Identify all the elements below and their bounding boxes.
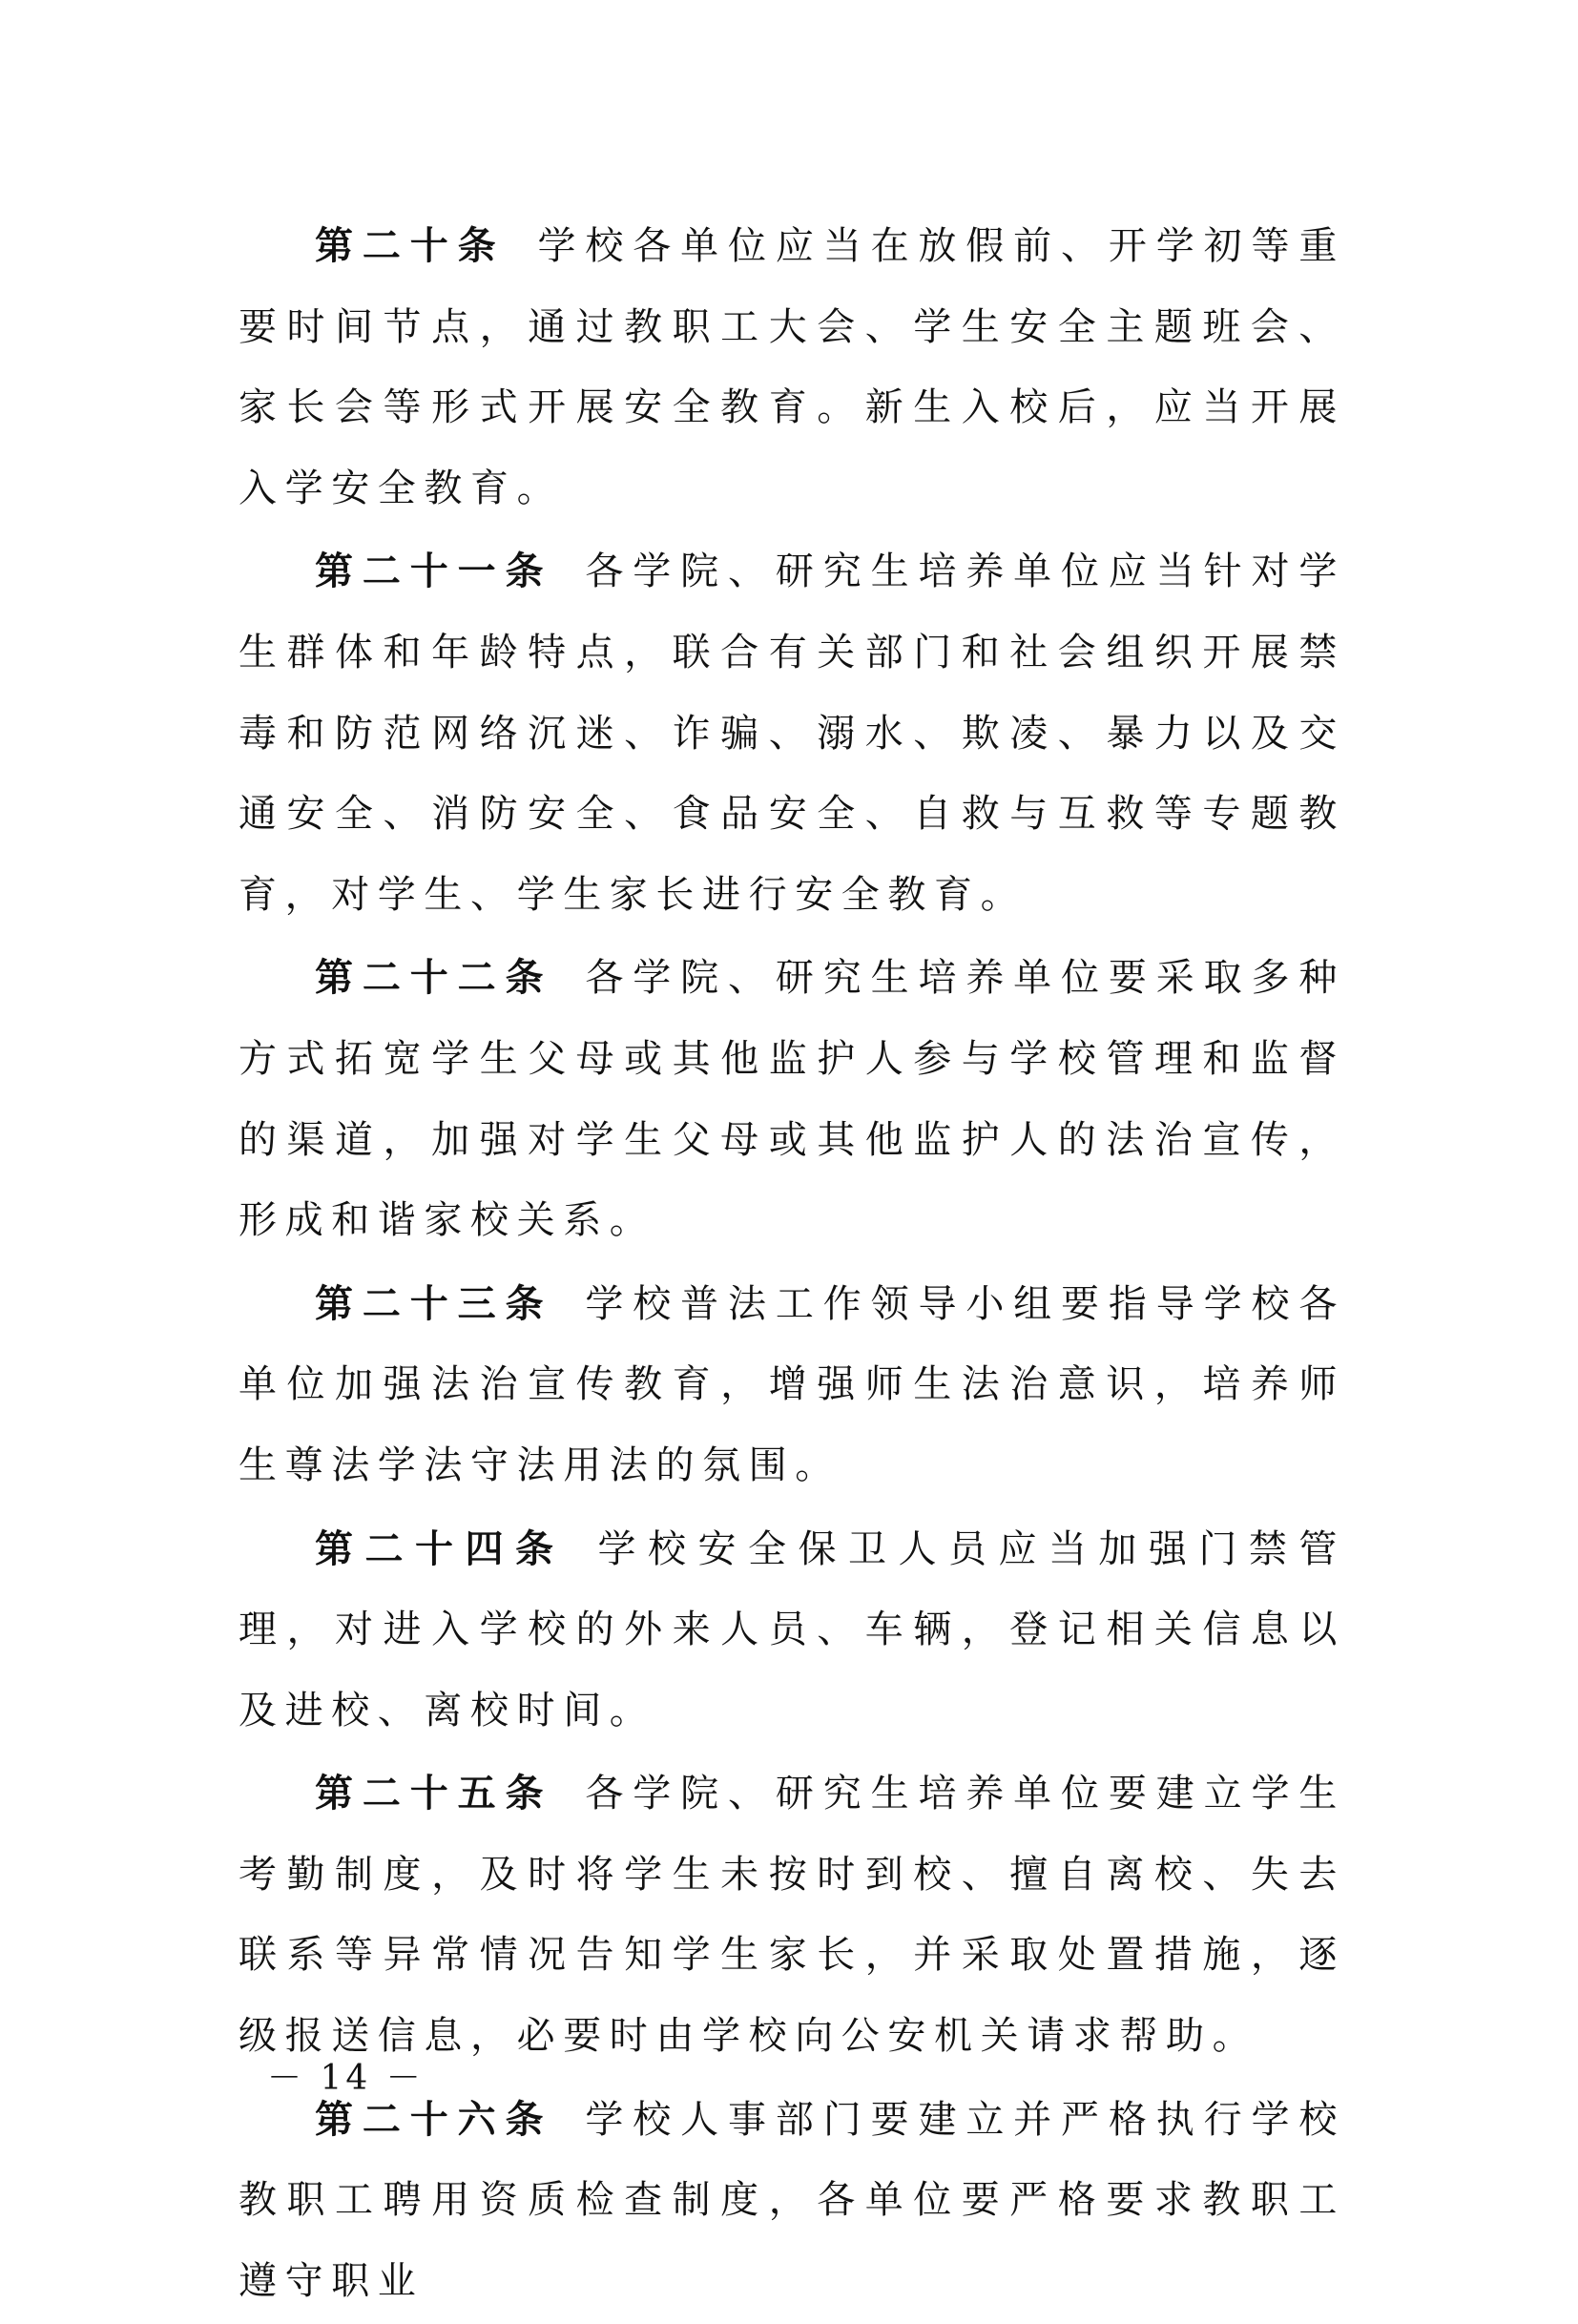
page-number: － 14 － — [267, 2059, 425, 2098]
article-text: 各学院、研究生培养单位应当针对学生群体和年龄特点，联合有关部门和社会组织开展禁毒和防范网络沉迷、诈骗、溺水、欺凌、暴力以及交通安全、消防安全、食品安全、自救与互救等专题教育，对学生、学生家长进行安全教育。 — [239, 550, 1346, 917]
article-23 — [239, 1264, 1345, 1506]
article-text: 各学院、研究生培养单位要建立学生考勤制度，及时将学生未按时到校、擅自离校、失去联系等异常情况告知学生家长，并采取处置措施，逐级报送信息，必要时由学校向公安机关请求帮助。 — [239, 1772, 1346, 2059]
article-text: 学校普法工作领导小组要指导学校各单位加强法治宣传教育，增强师生法治意识，培养师生尊法学法守法用法的氛围。 — [239, 1281, 1346, 1487]
article-number: 第二十二条 — [315, 955, 553, 1001]
article-number: 第二十六条 — [315, 2096, 553, 2142]
article-20 — [239, 206, 1345, 529]
article-number: 第二十一条 — [315, 549, 553, 594]
article-text: 学校各单位应当在放假前、开学初等重要时间节点，通过教职工大会、学生安全主题班会、家长会等形式开展安全教育。新生入校后，应当开展入学安全教育。 — [239, 224, 1345, 510]
article-number: 第二十条 — [315, 223, 506, 268]
article-text: 学校安全保卫人员应当加强门禁管理，对进入学校的外来人员、车辆，登记相关信息以及进校、离校时间。 — [239, 1526, 1346, 1733]
article-21 — [239, 531, 1345, 935]
article-25 — [239, 1753, 1345, 2076]
article-24 — [239, 1509, 1345, 1752]
document-body — [239, 206, 1345, 2324]
article-number: 第二十五条 — [315, 1771, 553, 1816]
article-number: 第二十三条 — [315, 1280, 553, 1326]
article-number: 第二十四条 — [315, 1525, 566, 1571]
article-26 — [239, 2080, 1345, 2322]
article-22 — [239, 938, 1345, 1260]
article-text: 各学院、研究生培养单位要采取多种方式拓宽学生父母或其他监护人参与学校管理和监督的渠道，加强对学生父母或其他监护人的法治宣传，形成和谐家校关系。 — [239, 956, 1346, 1243]
article-text: 学校人事部门要建立并严格执行学校教职工聘用资质检查制度，各单位要严格要求教职工遵守职业 — [239, 2097, 1346, 2303]
